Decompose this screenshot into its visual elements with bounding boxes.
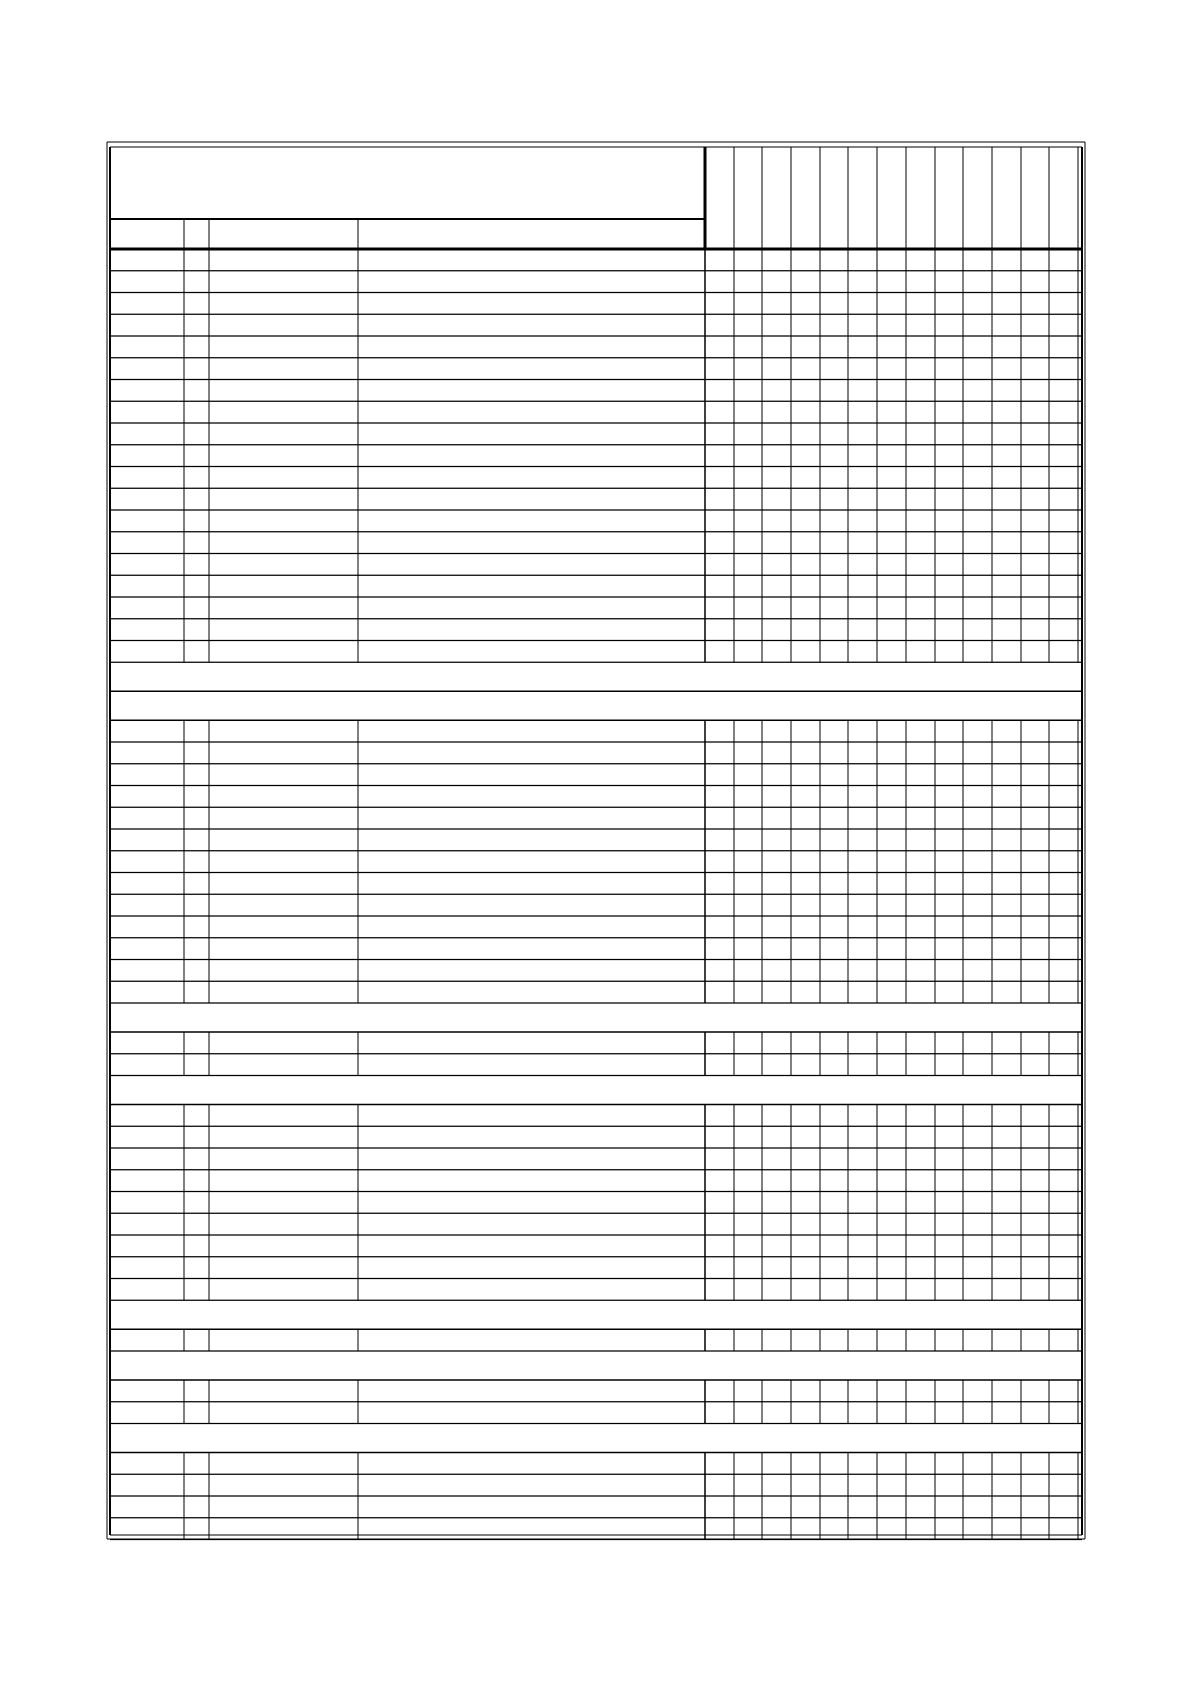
table-row bbox=[110, 851, 1082, 873]
table-row bbox=[110, 401, 1082, 423]
table-row bbox=[110, 293, 1082, 315]
table-row bbox=[110, 336, 1082, 358]
table-row bbox=[110, 380, 1082, 402]
table-row bbox=[110, 597, 1082, 619]
table-row bbox=[110, 1257, 1082, 1279]
table-row bbox=[110, 1170, 1082, 1192]
table-row bbox=[110, 1032, 1082, 1054]
table-row bbox=[110, 1453, 1082, 1475]
table-row bbox=[110, 829, 1082, 851]
table-row bbox=[110, 786, 1082, 808]
table-row bbox=[110, 467, 1082, 489]
table-row bbox=[110, 981, 1082, 1003]
table-row bbox=[110, 488, 1082, 510]
table-row bbox=[110, 445, 1082, 467]
table-row bbox=[110, 510, 1082, 532]
table-row bbox=[110, 423, 1082, 445]
table-row bbox=[110, 1402, 1082, 1424]
table-row bbox=[110, 1192, 1082, 1214]
table-row bbox=[110, 807, 1082, 829]
table-row bbox=[110, 1105, 1082, 1127]
table-row bbox=[110, 554, 1082, 576]
table-row bbox=[110, 873, 1082, 895]
table-row bbox=[110, 1054, 1082, 1076]
form-header bbox=[110, 147, 1082, 249]
table-row bbox=[110, 314, 1082, 336]
table-row bbox=[110, 619, 1082, 641]
table-row bbox=[110, 1380, 1082, 1402]
table-row bbox=[110, 1235, 1082, 1257]
table-row bbox=[110, 894, 1082, 916]
table-row bbox=[110, 532, 1082, 554]
table-row bbox=[110, 1213, 1082, 1235]
table-row bbox=[110, 916, 1082, 938]
table-row bbox=[110, 249, 1082, 271]
table-row bbox=[110, 575, 1082, 597]
form-body bbox=[110, 249, 1082, 1540]
table-row bbox=[110, 1148, 1082, 1170]
table-row bbox=[110, 358, 1082, 380]
table-row bbox=[110, 720, 1082, 742]
table-row bbox=[110, 938, 1082, 960]
table-row bbox=[110, 1279, 1082, 1301]
table-row bbox=[110, 764, 1082, 786]
table-row bbox=[110, 1518, 1082, 1540]
table-row bbox=[110, 1126, 1082, 1148]
table-row bbox=[110, 271, 1082, 293]
table-row bbox=[110, 742, 1082, 764]
table-row bbox=[110, 1496, 1082, 1518]
table-row bbox=[110, 1329, 1082, 1351]
table-row bbox=[110, 1474, 1082, 1496]
table-row bbox=[110, 960, 1082, 982]
table-row bbox=[110, 641, 1082, 663]
